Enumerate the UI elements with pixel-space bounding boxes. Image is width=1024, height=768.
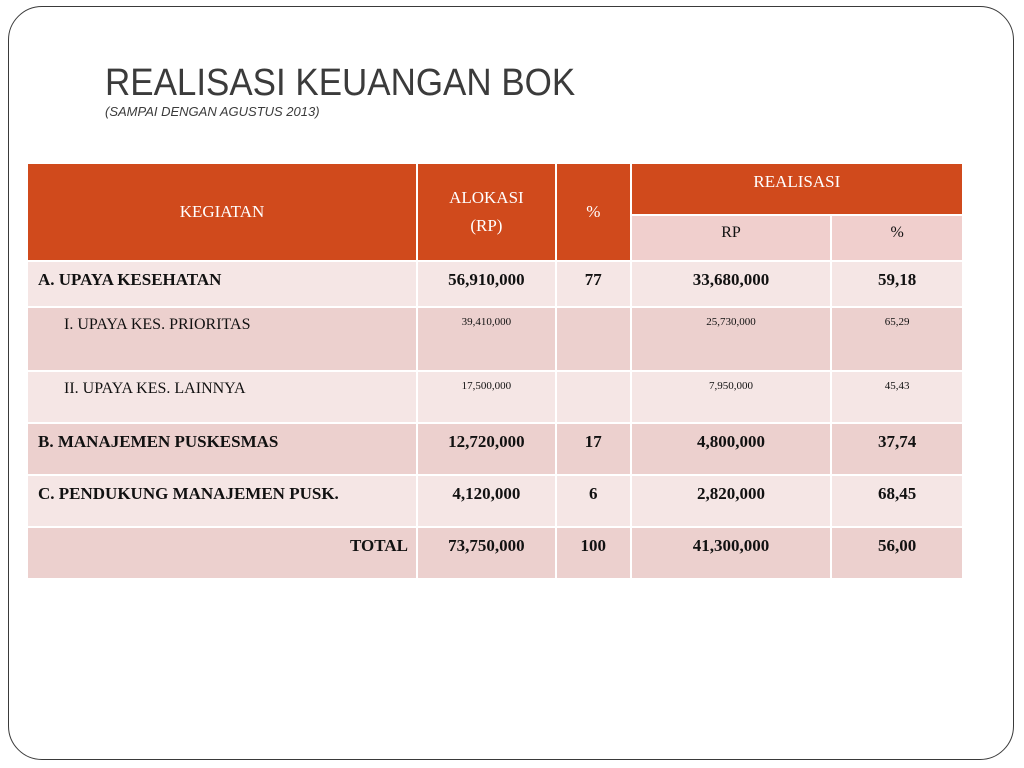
total-percent: 100 xyxy=(556,527,631,579)
table-row xyxy=(27,423,963,475)
header-row xyxy=(27,163,963,215)
row-percent: 17 xyxy=(556,423,631,475)
row-name: A. UPAYA KESEHATAN xyxy=(27,261,417,307)
total-label: TOTAL xyxy=(27,527,417,579)
total-row xyxy=(27,527,963,579)
row-real-rp: 7,950,000 xyxy=(631,371,832,423)
row-alokasi: 12,720,000 xyxy=(417,423,556,475)
row-percent: 77 xyxy=(556,261,631,307)
total-alokasi: 73,750,000 xyxy=(417,527,556,579)
row-percent xyxy=(556,371,631,423)
row-real-rp: 25,730,000 xyxy=(631,307,832,371)
table-row xyxy=(27,261,963,307)
row-name: I. UPAYA KES. PRIORITAS xyxy=(27,307,417,371)
row-alokasi: 56,910,000 xyxy=(417,261,556,307)
row-real-pct: 65,29 xyxy=(831,307,963,371)
header-realisasi-rp: RP xyxy=(631,215,832,261)
row-name: C. PENDUKUNG MANAJEMEN PUSK. xyxy=(27,475,417,527)
row-alokasi: 4,120,000 xyxy=(417,475,556,527)
row-real-pct: 45,43 xyxy=(831,371,963,423)
row-alokasi: 17,500,000 xyxy=(417,371,556,423)
slide-subtitle: (SAMPAI DENGAN AGUSTUS 2013) xyxy=(105,104,320,119)
table-row xyxy=(27,475,963,527)
budget-table xyxy=(26,162,964,580)
row-alokasi: 39,410,000 xyxy=(417,307,556,371)
header-kegiatan: KEGIATAN xyxy=(27,163,417,261)
total-real-pct: 56,00 xyxy=(831,527,963,579)
row-percent xyxy=(556,307,631,371)
slide-title: REALISASI KEUANGAN BOK xyxy=(105,62,576,104)
row-name: B. MANAJEMEN PUSKESMAS xyxy=(27,423,417,475)
row-real-rp: 4,800,000 xyxy=(631,423,832,475)
header-realisasi-percent: % xyxy=(831,215,963,261)
table-row xyxy=(27,307,963,371)
row-real-rp: 2,820,000 xyxy=(631,475,832,527)
total-real-rp: 41,300,000 xyxy=(631,527,832,579)
header-alokasi: ALOKASI (RP) xyxy=(417,163,556,261)
row-real-pct: 59,18 xyxy=(831,261,963,307)
row-real-pct: 37,74 xyxy=(831,423,963,475)
row-real-rp: 33,680,000 xyxy=(631,261,832,307)
row-real-pct: 68,45 xyxy=(831,475,963,527)
table-row xyxy=(27,371,963,423)
row-name: II. UPAYA KES. LAINNYA xyxy=(27,371,417,423)
header-percent: % xyxy=(556,163,631,261)
row-percent: 6 xyxy=(556,475,631,527)
header-realisasi: REALISASI xyxy=(631,163,963,215)
